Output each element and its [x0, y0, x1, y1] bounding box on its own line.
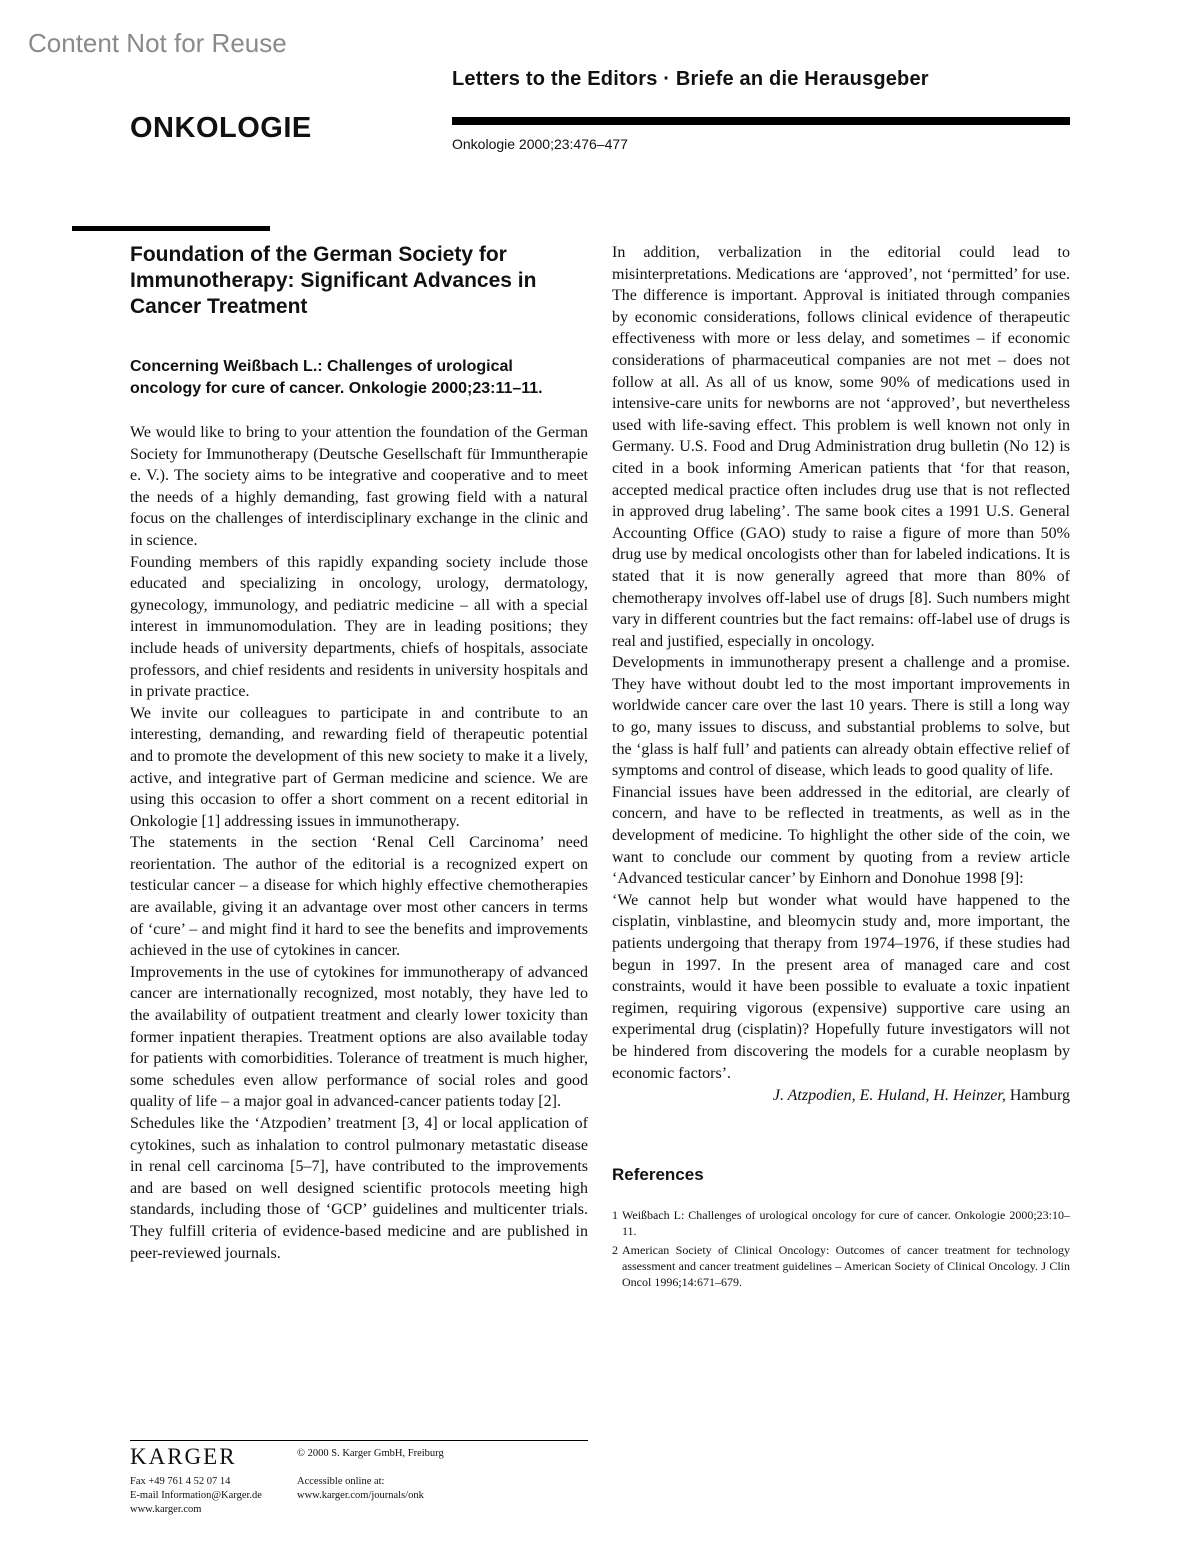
author-names: J. Atzpodien, E. Huland, H. Heinzer, [772, 1087, 1006, 1105]
reference-number: 2 [612, 1243, 618, 1258]
online-access [297, 1475, 424, 1503]
reference-number: 1 [612, 1208, 618, 1223]
author-signature [612, 1085, 1070, 1107]
body-paragraph: We invite our colleagues to participate in and contribute to an interesting, demanding, and rewarding field of therapeutic potential and to promote the development of this new society to make it a lively, active, and integrative part of German medicine and science. We are using this occasion to offer a short comment on a recent editorial in Onkologie [1] addressing issues in immunotherapy. [130, 704, 588, 830]
footer-rule [130, 1440, 588, 1441]
title-rule [72, 226, 270, 231]
body-paragraph: Schedules like the ‘Atzpodien’ treatment [3, 4] or local application of cytokines, such as inhalation to control pulmonary metastatic disease in renal cell carcinoma [5–7], have contributed to the improvements and are based on well designed scientific protocols meeting high standards, including those of ‘GCP’ guidelines and multicenter trials. They fulfill criteria of evidence-based medicine and are published in peer-reviewed journals. [130, 1115, 588, 1262]
publisher-logo: KARGER [130, 1444, 237, 1469]
access-url-link[interactable]: www.karger.com/journals/onk [297, 1490, 424, 1501]
reference-item [612, 1242, 1070, 1290]
left-column [130, 242, 588, 1264]
access-label: Accessible online at: [297, 1476, 385, 1487]
concerning-reference: Concerning Weißbach L.: Challenges of urological oncology for cure of cancer. Onkologie 2000;23:11–11. [130, 358, 543, 397]
body-paragraph: Developments in immunotherapy present a challenge and a promise. They have without doubt led to the most important improvements in worldwide cancer care over the last 10 years. There is still a long way to go, many issues to discuss, and substantial problems to solve, but the ‘glass is half full’ and patients can already obtain effective relief of symptoms and control of disease, which leads to good quality of life. [612, 654, 1070, 780]
body-paragraph: We would like to bring to your attention the foundation of the German Society for Immunotherapy (Deutsche Gesellschaft für Immuntherapie e. V.). The society aims to be integrative and cooperative and to meet the needs of a highly demanding, fast growing field with a natural focus on the challenges of interdisciplinary exchange in the clinic and in science. [130, 424, 588, 549]
journal-citation: Onkologie 2000;23:476–477 [452, 136, 628, 152]
reference-text: Weißbach L: Challenges of urological oncology for cure of cancer. Onkologie 2000;23:10–11. [622, 1208, 1070, 1239]
quote-paragraph: ‘We cannot help but wonder what would have happened to the cisplatin, vinblastine, and bleomycin study and, more important, the patients undergoing that therapy from 1974–1976, if these studies had begun in 1997. In the present area of managed care and cost constraints, would it have been possible to evaluate a toxic inpatient regimen, requiring vigorous (expensive) supportive care using an experimental drug (cisplatin)? Hopefully future investigators will not be hindered from discovering the models for a curable neoplasm by economic factors’. [612, 891, 1070, 1082]
watermark: Content Not for Reuse [28, 28, 287, 58]
fax-number: Fax +49 761 4 52 07 14 [130, 1476, 231, 1487]
header-rule [452, 117, 1070, 125]
section-header: Letters to the Editors · Briefe an die Herausgeber [452, 68, 929, 90]
body-paragraph: Improvements in the use of cytokines for immunotherapy of advanced cancer are internationally recognized, most notably, they have led to the availability of outpatient treatment and clearly lower toxicity than former inpatient therapies. Treatment options are also available today for patients with comorbidities. Tolerance of treatment is much higher, some schedules even allow performance of social roles and good quality of life – a major goal in advanced-cancer patients today [2]. [130, 963, 588, 1111]
website-link[interactable]: www.karger.com [130, 1504, 202, 1515]
body-paragraph: In addition, verbalization in the editorial could lead to misinterpretations. Medications are ‘approved’, not ‘permitted’ for use. The difference is important. Approval is initiated through companies by economic considerations, follows clinical evidence of therapeutic effectiveness with more or less delay, and sometimes – if economic considerations of pharmaceutical companies are not met – does not follow at all. As all of us know, some 90% of medications used in intensive-care units for newborns are not ‘approved’, but nevertheless used with life-saving effect. This problem is well known not only in Germany. U.S. Food and Drug Administration drug bulletin (No 12) is cited in a book informing American patients that ‘for that reason, accepted medical practice often includes drug use that is not reflected in approved drug labeling’. The same book cites a 1991 U.S. General Accounting Office (GAO) study to raise a figure of more than 50% drug use by medical oncologists other than for labeled indications. It is stated that it is now generally agreed that more than 80% of chemotherapy involves off-label use of drugs [8]. Such numbers might vary in different countries but the fact remains: off-label use of drugs is real and justified, especially in oncology. [612, 244, 1070, 650]
email-address[interactable]: E-mail Information@Karger.de [130, 1490, 262, 1501]
body-paragraph: The statements in the section ‘Renal Cell Carcinoma’ need reorientation. The author of the editorial is a recognized expert on testicular cancer – a disease for which highly effective chemotherapies are available, giving it an advantage over most other cancers in terms of ‘cure’ – and might find it hard to see the benefits and improvements achieved in the use of cytokines in cancer. [130, 834, 588, 960]
author-city: Hamburg [1009, 1087, 1070, 1105]
body-paragraph: Financial issues have been addressed in the editorial, are clearly of concern, and have to be reflected in treatments, as well as in the development of medicine. To highlight the other side of the coin, we want to conclude our comment by quoting from a review article ‘Advanced testicular cancer’ by Einhorn and Donohue 1998 [9]: [612, 783, 1070, 888]
reference-item [612, 1207, 1070, 1239]
publisher-contact [130, 1475, 262, 1517]
references-heading: References [612, 1165, 704, 1185]
right-column [612, 242, 1070, 1293]
body-paragraph: Founding members of this rapidly expanding society include those educated and specializing in oncology, urology, dermatology, gynecology, immunology, and pediatric medicine – all with a special interest in immunomodulation. They are in leading positions; they include heads of university departments, chiefs of hospitals, associate professors, and chief residents and residents in university hospitals and in private practice. [130, 553, 588, 701]
journal-logo: ONKOLOGIE [130, 112, 312, 144]
reference-text: American Society of Clinical Oncology: Outcomes of cancer treatment for technology assessment and cancer treatment guidelines – American Society of Clinical Oncology. J Clin Oncol 1996;14:671–679. [622, 1243, 1070, 1290]
article-title: Foundation of the German Society for Immunotherapy: Significant Advances in Cancer Treatment [130, 243, 537, 318]
copyright-notice: © 2000 S. Karger GmbH, Freiburg [297, 1448, 444, 1459]
